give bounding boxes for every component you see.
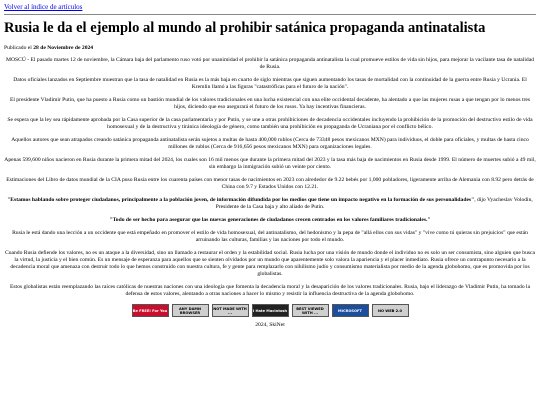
quote-1: "Estamos hablando sobre proteger ciudadanos, principalmente a la población joven, de información difundida por los medios que tiene un impacto negativo en la formación de sus personalidades" <box>7 197 475 203</box>
hate-mac-badge[interactable]: I Hate Macintosh <box>252 304 289 317</box>
divider <box>4 14 536 15</box>
paragraph-7: Estimaciones del Libro de datos mundial de la CIA puso Rusia entre los cuarenta países con menor tasas de nacimientos en 2023 con alrededor de 9.22 bebés por 1,000 pobladores, ligeramente arriba de Alemania con 8.92 pero detrás de China con 9.7 y Estados Unidos con 12.21. <box>6 177 534 190</box>
publication-line <box>4 45 536 52</box>
microsoft-badge[interactable]: MICROSOFT <box>332 304 369 317</box>
paragraph-2: Datos oficiales lanzados en Septiembre muestran que la tasa de natalidad en Rusia es la más baja en cuarto de siglo mientras que siguen aumentando los tasas de mortalidad con la continuidad de la guerra entre Rusia y Ucrania. El Kremlin llamó a las figuras "catastróficas para el futuro de la nación". <box>13 77 527 90</box>
any-browser-badge[interactable]: ANY DAMN BROWSER <box>172 304 209 317</box>
paragraph-8: Rusia le está dando una lección a un occidente que está empeñado en promover el estilo de vida homosexual, del antinatalismo, del hedonismo y la pepa de "allá ellos con sus vidas" y "vive como tú quieras sin prejuicios" que están arruinando las culturas, familias y las naciones por todo el mundo. <box>12 230 528 243</box>
paragraph-10: Estos globalistas están reemplazando las raíces católicas de nuestras naciones con una ideología que fomenta la decadencia moral y la desaparición de los valores tradicionales. Rusia, bajo el liderazgo de Vladimir Putin, ha tomado la defensa de estos valores, alentando a otras naciones a hacer lo mismo y resistir la influencia destructiva de la agenda globohomo. <box>9 284 531 297</box>
not-made-badge[interactable]: NOT MADE WITH ... <box>212 304 249 317</box>
paragraph-3: El presidente Vladimir Putin, que ha puesto a Rusia como un bastión mundial de los valores tradicionales en una lucha existencial con una elite occidental decadente, ha alentado a que las mujeres rusas a que tengan por lo menos tres hijos, diciendo que eso asegurará el futuro de los rusos. Ya hay incentivas financieras. <box>9 97 531 110</box>
paragraph-5: Aquellos autores que sean atrapados creando satánica propaganda antinatalista serán sujetos a multas de hasta 400,000 rublos (Cerca de 73348 pesos mexicanos MXN) para individuos, el doble para oficiales, y multas de hasta cinco millones de rublos (Cerca de 916,656 pesos mexicanos MXN) para organizaciones legales. <box>11 137 529 150</box>
best-viewed-badge[interactable]: BEST VIEWED WITH ... <box>292 304 329 317</box>
article-title: Rusia le da el ejemplo al mundo al prohibir satánica propaganda antinatalista <box>4 20 486 36</box>
quote-paragraph-1 <box>4 197 536 211</box>
be-free-badge[interactable]: Be FREE! For You <box>132 304 169 317</box>
footer-credit: 2024, SkiNet <box>255 322 285 328</box>
quote-1-attribution: , dijo Vyacheslav Volodin, Presidente de la Casa baja y alto aliado de Putin. <box>215 197 533 210</box>
published-label: Publicado el <box>4 45 32 51</box>
quote-2: "Todo de ser hecho para asegurar que las nuevas generaciones de ciudadanos crecen centrados en los valores familiares tradicionales." <box>109 217 431 223</box>
badge-row <box>4 304 536 317</box>
paragraph-1: MOSCÚ - El pasado martes 12 de noviembre, la Cámara baja del parlamento ruso votó por unanimidad el prohibir la satánica propaganda antinatalista la cual promueve estilos de vida sin hijos, para mejorar la vacilante tasa de natalidad de Rusia. <box>6 57 534 70</box>
paragraph-6: Apenas 599,600 niños nacieron en Rusia durante la primera mitad del 2024, los cuales son 16 mil menos que durante la primera mitad del 2023 y la tasa más baja de nacimientos en Rusia desde 1999. El número de muertes subió a 49 mil, sin embargo la inmigración subió un veinte por ciento. <box>4 157 536 170</box>
back-to-index-link[interactable]: Volver al índice de artículos <box>4 3 83 11</box>
published-date: 28 de Noviembre de 2024 <box>33 45 94 51</box>
paragraph-4: Se espera que la ley sea rápidamente aprobada por la Casa superior de la casa parlamentaria y por Putin, y se une a otras prohibiciones de decadencia occidentales incluyendo la prohibición de la promoción del destructivo estilo de vida homosexual y de la destructiva y tiránica ideología de género, como también una prohibición en propaganda de Ucraniana por el conflicto bélico. <box>7 117 533 130</box>
paragraph-9: Cuando Rusia defiende los valores, no es un ataque a la diversidad, sino un llamado a restaurar el orden y la estabilidad social. Rusia lucha por una visión de mundo donde el individuo no es solo un ser consumista, sino alguien que busca la virtud, la justicia y el bien común. Es un mensaje de esperanza para aquellos que se sienten olvidados por un mundo que aparentemente solo valora la apariencia y el placer inmediato. Rusia ofrece un contrapunto necesario a la decadencia moral que amenaza con destruir todo lo que hemos construido con nuestra cultura, fe y gente para remplazarlo con nihilismo judío y consumismo materialista por medio de la agenda globohomo, que es promovida por los globalistas. <box>4 250 536 277</box>
no-web2-badge[interactable]: NO WEB 2.0 <box>372 304 409 317</box>
